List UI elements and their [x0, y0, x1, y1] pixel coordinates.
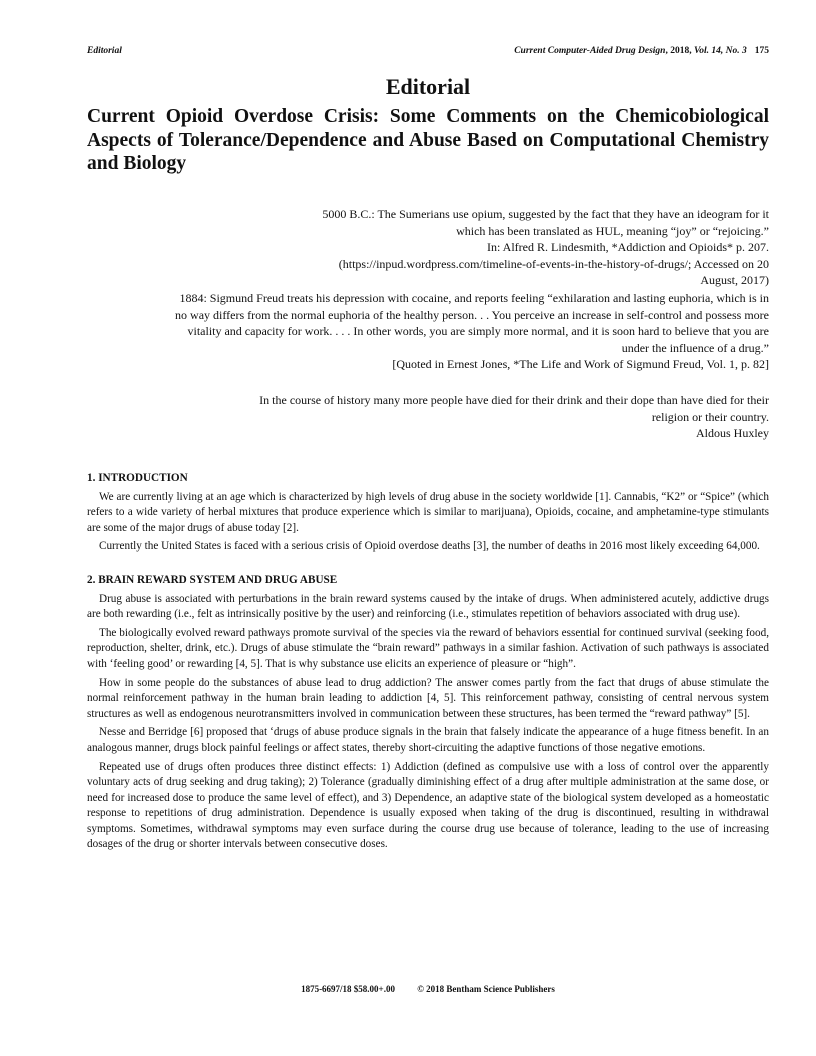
paragraph: We are currently living at an age which is characterized by high levels of drug abuse in the society worldwide [1]. Cannabis, “K2” or “Spice” (which refers to a wide variety of herbal mixtures that produce experience which is similar to marijuana), Opioids, cocaine, and amphetamine-type stimulants are some of the major drugs of abuse today [2]. — [87, 490, 769, 534]
paragraph: Repeated use of drugs often produces three distinct effects: 1) Addiction (defined as compulsive use with a loss of control over the apparently voluntary acts of drug seeking and drug taking); 2) Tolerance (gradually diminishing effect of a drug after multiple administration at the same dose, or need for increased dose to produce the same level of effect), and 3) Dependence, an adaptive state of the biological system developed as a homeostatic response to repetitions of drug administration. Dependence is usually exposed when taking of the drug is discontinued, resulting in withdrawal symptoms. Sometimes, withdrawal symptoms may even surface during the course drug use because of tolerance, leading to the use of increasing dosages of the drug or shorter intervals between consecutive doses. — [87, 760, 769, 851]
page-footer — [87, 984, 769, 994]
epigraph-quote: 5000 B.C.: The Sumerians use opium, suggested by the fact that they have an ideogram for it which has been translated as HUL, meaning “joy” or “rejoicing.” — [322, 207, 769, 238]
running-head-citation — [514, 46, 769, 56]
epigraph-source: [Quoted in Ernest Jones, *The Life and Work of Sigmund Freud, Vol. 1, p. 82] — [392, 357, 769, 371]
epigraph-author: Aldous Huxley — [696, 426, 769, 440]
journal-name: Current Computer-Aided Drug Design — [514, 46, 666, 56]
epigraph-quote: 1884: Sigmund Freud treats his depression with cocaine, and reports feeling “exhilaration and lasting euphoria, which is in no way differs from the normal euphoria of the healthy person. . . You perceive an increase in self-control and possess more vitality and capacity for work. . . . In other words, you are simply more normal, and it is soon hard to believe that you are under the influence of a drug.” — [175, 291, 769, 355]
volume-issue: Vol. 14, No. 3 — [693, 46, 747, 56]
running-head-section: Editorial — [87, 46, 122, 56]
issn-price: 1875-6697/18 $58.00+.00 — [301, 984, 395, 994]
epigraph-url: (https://inpud.wordpress.com/timeline-of-events-in-the-history-of-drugs/; Accessed on 20 August, 2017) — [338, 256, 769, 287]
paragraph: The biologically evolved reward pathways promote survival of the species via the reward of behaviors essential for continued survival (seeking food, reproduction, shelter, drink, etc.). Drugs of abuse stimulate the “brain reward” pathways in a similar fashion. Activation of such pathways is associated with ‘feeling good’ or rewarding [4, 5]. That is why substance use elicits an experience of pleasure or “high”. — [87, 626, 769, 670]
epigraph-source: In: Alfred R. Lindesmith, *Addiction and Opioids* p. 207. — [487, 240, 769, 254]
article-title: Current Opioid Overdose Crisis: Some Comments on the Chemicobiological Aspects of Tolerance/Dependence and Abuse Based on Computational Chemistry and Biology — [87, 106, 769, 174]
epigraph-freud — [169, 290, 769, 373]
running-head — [87, 46, 769, 60]
paragraph: Currently the United States is faced with a serious crisis of Opioid overdose deaths [3], the number of deaths in 2016 most likely exceeding 64,000. — [99, 540, 760, 553]
article-body — [87, 471, 769, 856]
journal-year: , 2018, — [665, 46, 694, 56]
epigraph-quote: In the course of history many more people have died for their drink and their dope than have died for their religion or their country. — [259, 393, 769, 424]
paragraph: Drug abuse is associated with perturbations in the brain reward systems caused by the intake of drugs. When administered acutely, addictive drugs are both rewarding (i.e., felt as intrinsically positive by the user) and reinforcing (i.e., stimulates repetition of behaviors associated with drug use). — [87, 592, 769, 621]
section-label: Editorial — [385, 74, 471, 99]
epigraph-sumerians — [299, 206, 769, 289]
epigraph-huxley — [239, 392, 769, 442]
paragraph: Nesse and Berridge [6] proposed that ‘drugs of abuse produce signals in the brain that falsely indicate the appearance of a huge fitness benefit. In an analogous manner, drugs block painful feelings or affect states, thereby short-circuiting the adaptive functions of those negative emotions. — [87, 726, 769, 754]
page-number: 175 — [754, 46, 769, 56]
copyright: © 2018 Bentham Science Publishers — [417, 984, 555, 994]
paragraph: How in some people do the substances of abuse lead to drug addiction? The answer comes partly from the fact that drugs of abuse stimulate the normal reinforcement pathway in the human brain leading to addiction [4, 5]. This reinforcement pathway, consisting of central nervous system structures as well as endogenous neurotransmitters involved in communication between these structures, has been termed the “reward pathway” [5]. — [87, 676, 769, 720]
section-heading-introduction: 1. INTRODUCTION — [87, 472, 188, 484]
section-heading-brain-reward: 2. BRAIN REWARD SYSTEM AND DRUG ABUSE — [87, 573, 338, 586]
